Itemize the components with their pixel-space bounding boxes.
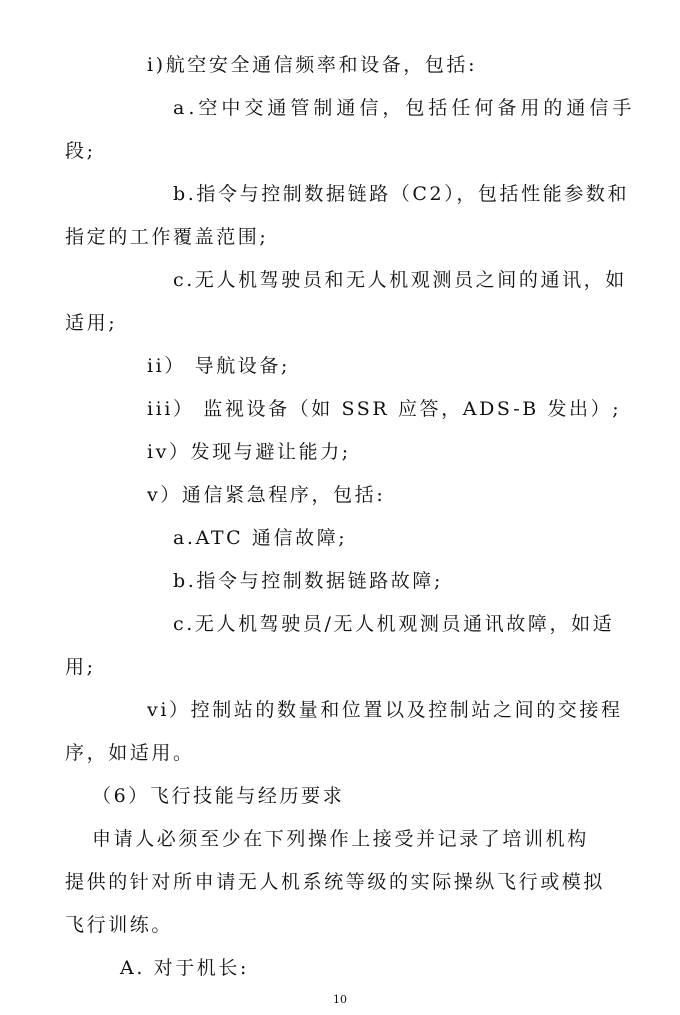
text-line: b.指令与控制数据链路故障; — [173, 570, 444, 592]
section-heading: （6）飞行技能与经历要求 — [92, 785, 345, 807]
text-line: a.空中交通管制通信，包括任何备用的通信手 — [173, 97, 636, 119]
text-line: c.无人机驾驶员/无人机观测员通讯故障，如适 — [173, 613, 615, 635]
text-line: b.指令与控制数据链路（C2），包括性能参数和 — [173, 183, 630, 205]
text-line: v）通信紧急程序，包括: — [147, 484, 386, 506]
text-line: 提供的针对所申请无人机系统等级的实际操纵飞行或模拟 — [65, 871, 606, 893]
text-line: 适用; — [65, 312, 118, 334]
text-line: 用; — [65, 656, 96, 678]
text-line: c.无人机驾驶员和无人机观测员之间的通讯，如 — [173, 269, 627, 291]
text-line: ii） 导航设备; — [147, 355, 290, 377]
text-line: 飞行训练。 — [65, 914, 174, 936]
text-line: 指定的工作覆盖范围; — [65, 226, 269, 248]
page-number: 10 — [333, 993, 347, 1006]
text-line: vi）控制站的数量和位置以及控制站之间的交接程 — [147, 699, 623, 721]
text-line: 段; — [65, 140, 96, 162]
text-line: 序，如适用。 — [65, 742, 195, 764]
text-line: a.ATC 通信故障; — [173, 527, 348, 549]
text-line: iii） 监视设备（如 SSR 应答，ADS-B 发出）; — [147, 398, 622, 420]
text-line: i)航空安全通信频率和设备，包括: — [147, 54, 478, 76]
text-line: 申请人必须至少在下列操作上接受并记录了培训机构 — [92, 828, 589, 850]
text-line: A. 对于机长: — [120, 957, 250, 979]
text-line: iv）发现与避让能力; — [147, 441, 351, 463]
